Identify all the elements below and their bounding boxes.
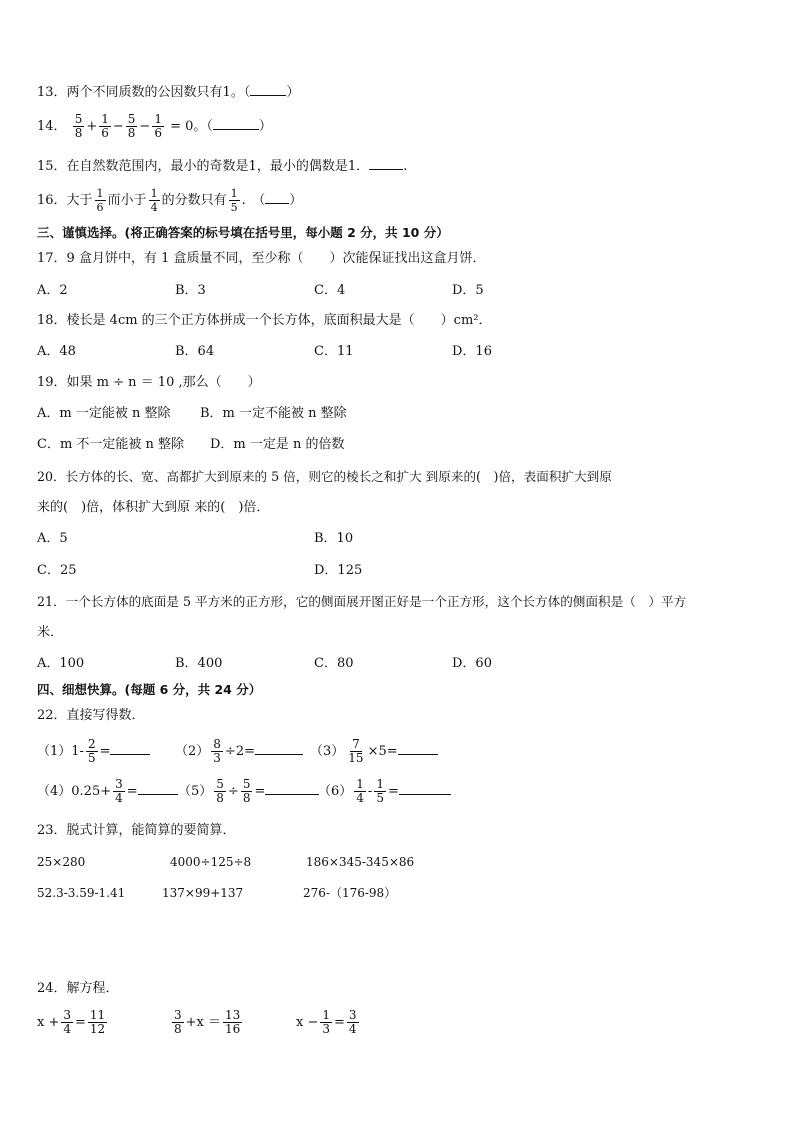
- option-c[interactable]: C．80: [314, 656, 354, 671]
- expression: 186×345-345×86: [306, 855, 415, 869]
- expression: 25×280: [37, 855, 86, 869]
- answer-blank[interactable]: [398, 741, 438, 755]
- fraction: $\frac{5}{8}$: [127, 112, 136, 140]
- fraction: $\frac{13}{16}$: [225, 1008, 241, 1036]
- question-17: 17．9 盒月饼中，有 1 盒质量不同，至少称（ ）次能保证找出这盒月饼．: [37, 251, 486, 266]
- question-21-line-1: 21．一个长方体的底面是 5 平方米的正方形，它的侧面展开图正好是一个正方形，这个长方体的侧面积是（ ）平方: [37, 594, 687, 609]
- answer-blank[interactable]: [399, 781, 451, 795]
- answer-blank[interactable]: [265, 781, 319, 795]
- option-d[interactable]: D．5: [452, 283, 484, 298]
- option-d[interactable]: D．m 一定是 n 的倍数: [210, 437, 345, 452]
- option-a[interactable]: A．5: [37, 531, 68, 546]
- option-c[interactable]: C．m 不一定能被 n 整除: [37, 437, 185, 452]
- section-4-heading: 四、细想快算。(每题 6 分，共 24 分）: [37, 682, 262, 697]
- q22-item-1: （1）1- $\frac{2}{5}$ =: [37, 734, 150, 770]
- fraction: $\frac{8}{3}$: [213, 737, 221, 765]
- q22-item-3: （3） $\frac{7}{15}$ ×5=: [310, 734, 438, 770]
- question-21-line-2: 米．: [37, 625, 64, 640]
- answer-blank[interactable]: [138, 781, 178, 795]
- fraction: $\frac{1}{5}$: [376, 777, 384, 805]
- question-16: 16．大于 $\frac{1}{6}$ 而小于 $\frac{1}{4}$ 的分数只有 $\frac{1}{5}$ . （ ）: [37, 187, 303, 214]
- q22-item-2: （2） $\frac{8}{3}$ ÷2=: [175, 734, 303, 770]
- option-b[interactable]: B．m 一定不能被 n 整除: [200, 406, 347, 421]
- option-c[interactable]: C．4: [314, 283, 346, 298]
- option-a[interactable]: A．100: [37, 656, 85, 671]
- question-24-title: 24．解方程．: [37, 981, 119, 996]
- fraction: $\frac{7}{15}$: [348, 737, 364, 765]
- question-20-line-1: 20．长方体的长、宽、高都扩大到原来的 5 倍，则它的棱长之和扩大 到原来的( )倍，表面积扩大到原: [37, 469, 612, 484]
- equation-2: $\frac{3}{8}$ +x ＝ $\frac{13}{16}$: [174, 1008, 241, 1036]
- fraction: $\frac{1}{4}$: [150, 187, 158, 214]
- fraction: $\frac{1}{6}$: [101, 112, 109, 140]
- fraction: $\frac{11}{12}$: [89, 1008, 106, 1036]
- option-c[interactable]: C．11: [314, 344, 354, 359]
- option-b[interactable]: B．64: [175, 344, 215, 359]
- fraction: $\frac{3}{4}$: [115, 777, 123, 805]
- question-22-title: 22．直接写得数．: [37, 708, 145, 723]
- option-c[interactable]: C．25: [37, 563, 77, 578]
- answer-blank[interactable]: [265, 190, 289, 204]
- equation-3: x − $\frac{1}{3}$ = $\frac{3}{4}$: [296, 1008, 357, 1036]
- question-15: 15．在自然数范围内，最小的奇数是1，最小的偶数是1． .: [37, 156, 407, 176]
- fraction: $\frac{1}{6}$: [96, 187, 104, 214]
- expression: 52.3-3.59-1.41: [37, 886, 126, 900]
- option-a[interactable]: A．2: [37, 283, 68, 298]
- answer-blank[interactable]: [110, 741, 150, 755]
- fraction: $\frac{1}{3}$: [322, 1008, 330, 1036]
- fraction: $\frac{2}{5}$: [87, 737, 96, 765]
- fraction: $\frac{5}{8}$: [216, 777, 224, 805]
- option-d[interactable]: D．16: [452, 344, 492, 359]
- expression: 276-（176-98）: [303, 886, 397, 900]
- option-d[interactable]: D．60: [452, 656, 492, 671]
- option-b[interactable]: B．3: [175, 283, 206, 298]
- fraction: $\frac{3}{4}$: [348, 1008, 357, 1036]
- fraction: $\frac{3}{4}$: [63, 1008, 71, 1036]
- answer-blank[interactable]: [250, 82, 286, 96]
- question-14: 14． $\frac{5}{8}$ + $\frac{1}{6}$ − $\frac{5}{8}$ − $\frac{1}{6}$ = 0。（ ）: [37, 112, 272, 140]
- option-b[interactable]: B．10: [314, 531, 354, 546]
- equation-1: x + $\frac{3}{4}$ = $\frac{11}{12}$: [37, 1008, 106, 1036]
- question-23-title: 23．脱式计算，能简算的要简算．: [37, 823, 236, 838]
- fraction: $\frac{1}{4}$: [356, 777, 364, 805]
- question-19: 19．如果 m ÷ n ＝ 10 ,那么（ ）: [37, 375, 261, 390]
- q22-item-5: （5） $\frac{5}{8}$ ÷ $\frac{5}{8}$ =: [178, 774, 319, 810]
- section-3-heading: 三、谨慎选择。(将正确答案的标号填在括号里，每小题 2 分，共 10 分）: [37, 225, 449, 240]
- q22-item-6: （6） $\frac{1}{4}$ - $\frac{1}{5}$ =: [318, 774, 451, 810]
- answer-blank[interactable]: [213, 116, 259, 130]
- answer-blank[interactable]: [369, 156, 403, 170]
- question-18: 18．棱长是 4cm 的三个正方体拼成一个长方体，底面积最大是（ ）cm²．: [37, 313, 492, 328]
- fraction: $\frac{1}{6}$: [154, 112, 162, 140]
- answer-blank[interactable]: [255, 741, 303, 755]
- option-a[interactable]: A．48: [37, 344, 76, 359]
- fraction: $\frac{5}{8}$: [242, 777, 251, 805]
- question-13: 13．两个不同质数的公因数只有1。（ ）: [37, 82, 299, 102]
- option-b[interactable]: B．400: [175, 656, 223, 671]
- option-a[interactable]: A．m 一定能被 n 整除: [37, 406, 171, 421]
- expression: 137×99+137: [162, 886, 244, 900]
- fraction: $\frac{1}{5}$: [230, 187, 238, 214]
- option-d[interactable]: D．125: [314, 563, 363, 578]
- q22-item-4: （4）0.25+ $\frac{3}{4}$ =: [37, 774, 178, 810]
- fraction: $\frac{3}{8}$: [174, 1008, 182, 1036]
- fraction: $\frac{5}{8}$: [74, 112, 83, 140]
- question-20-line-2: 来的( )倍，体积扩大到原 来的( )倍．: [37, 500, 270, 515]
- expression: 4000÷125÷8: [170, 855, 252, 869]
